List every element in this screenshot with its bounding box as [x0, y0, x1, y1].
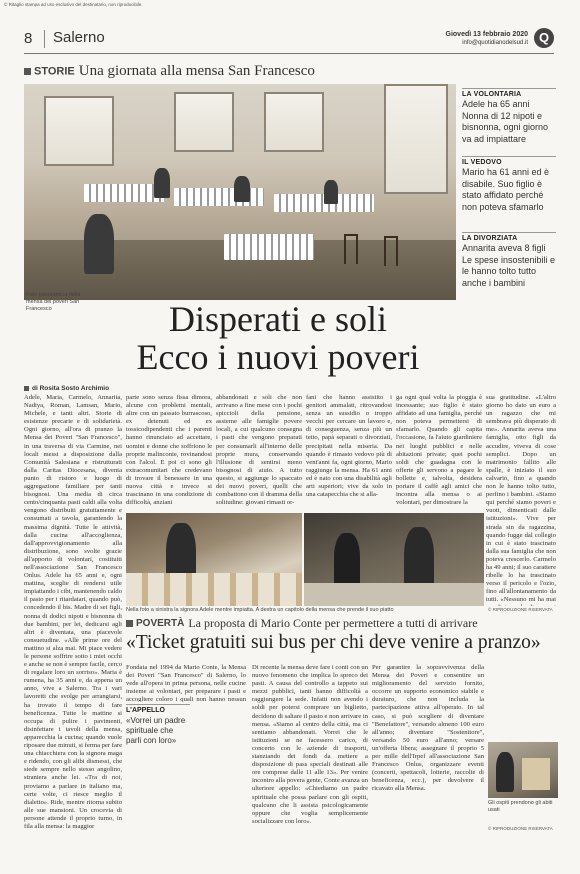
clothes-photo-caption: Gli ospiti prendono gli abiti usati [488, 800, 553, 813]
newspaper-logo-icon: Q [534, 28, 554, 48]
copyright-notice: © Ritaglio stampa ad uso esclusivo del destinatario, non riproducibile. [4, 2, 143, 7]
story-kicker [24, 62, 554, 78]
article-column-continued [194, 704, 248, 872]
square-bullet-icon [126, 620, 133, 627]
headline-line: Ecco i nuovi poveri [136, 337, 420, 377]
square-bullet-icon [24, 386, 29, 391]
sidebar-text: Annarita aveva 8 figli Le spese insostenibili e le hanno tolto tutto anche i bambini [462, 243, 556, 288]
article-column [126, 664, 246, 702]
sidebar-label: LA DIVORZIATA [462, 232, 556, 242]
window-shape [174, 92, 234, 152]
table-shape [224, 234, 314, 260]
article-paragraph: ga ogni qual volta la pioggia è incessante; suo figlio è stato affidato ad una famiglia, perché non poteva permettersi di sfamarlo. Quando gli capita l'occasione, fa l'aiuto giardiniere nei luoghi pubblici e nelle abitazioni private; quei pochi soldi che guadagna con le offerte gli servono a pagare le bollette e, talvolta, desidera portare il caffè agli amici che incontra alla mensa o ai volontari, per dimostrare la [396, 394, 482, 507]
sidebar-text: Adele ha 65 anni Nonna di 12 nipoti e bisnonna, ogni giorno va ad impiattare [462, 99, 549, 144]
page-number: 8 [24, 30, 33, 47]
volunteer-photo [126, 513, 302, 606]
canteen-photo [24, 84, 456, 300]
appeal-label: L'APPELLO [126, 704, 190, 714]
person-shape [154, 168, 170, 198]
article-column [372, 664, 484, 872]
kicker-label: STORIE [34, 65, 75, 78]
window-shape [264, 92, 324, 152]
clothes-photo [488, 742, 558, 798]
article-column [126, 394, 212, 510]
contact-email[interactable]: info@quotidianodelsud.it [462, 40, 528, 46]
article-paragraph: Per garantire la sopravvivenza della Mensa dei Poveri e consentire un miglioramento del servizio fornito, occorre un supporto economico stabile e duraturo, che non includa la partecipazione attiva all'operato. In tal caso, si può scegliere di diventare "Benefattore", versando almeno 100 euro all'anno; diventare "Sostenitore", versando 50 euro all'anno; versare un'offerta libera; assegnare il proprio 5 per mille dell'Irpef all'associazione San Francesco Onlus, organizzare eventi (concerti, spettacoli, lotterie, raccolte di beneficenza, ecc.), per devolvere il ricavato alla Mensa. [372, 664, 484, 793]
window-shape [384, 84, 448, 194]
article-column [216, 394, 302, 510]
story2-headline: «Ticket gratuiti sui bus per chi deve venire a pranzo» [126, 632, 541, 653]
window-shape [44, 96, 114, 166]
headline [100, 300, 456, 376]
byline [24, 385, 109, 392]
article-column [396, 394, 482, 510]
person-shape [234, 176, 250, 202]
article-paragraph: parte sono senza fissa dimora, alcune con problemi mentali, altre con un passato burrascoso, ex detenuti ed ex tossicodipendenti che i parenti hanno rinunciato ad accettare, uomini e donne che soffriono le proprie malinconie, rovinandosi con l'alcol. E poi ci sono gli extracomunitari che credevano di trovare il benessere in una nuova città e invece si trascinano in una condizione di difficoltà, anziani [126, 394, 212, 507]
sidebar-label: IL VEDOVO [462, 156, 556, 166]
article-paragraph: abbandonati e soli che non arrivano a fine mese con i pochi spiccioli della pensione, assieme alle famiglie povere locali, a cui qualcuno consegna i pasti che vengono preparati per consumarli all'interno delle proprie mura, conservando l'illusione di sentirsi meno bisognosi di aiuto. A tutto questo, si aggiunge lo spaccato dei nuovi poveri, quelli che combattono con il dramma della solitudine: giovani rimasti or- [216, 394, 302, 507]
guest-photo [304, 513, 484, 606]
appeal-box [126, 704, 190, 746]
chair-shape [384, 236, 398, 266]
issue-date: Giovedì 13 febbraio 2020 [445, 31, 528, 38]
copyright-credit: © RIPRODUZIONE RISERVATA [488, 826, 553, 831]
article-paragraph: Adele, Maria, Carmelo, Annarita, Nadiya, Roman, Lamsan, Mario, Michele, e tanti altri. Storie di esistenze precarie e di solidarietà. Ogni giorno, all'ora di pranzo la Mensa dei Poveri "San Francesco", in una traversa di via Carmine, nei locali messi a disposizione dalla Comunità Salesiana e ristrutturati dalla Caritas Diocesana, diventa punto di ristoro e luogo di aggregazione familiare per tanti bisognosi. Una media di circa cento/cinquanta pasti caldi alla volta vengono distribuiti gratuitamente e consumati a tavola, garantendo la massima dignità. Tutte le attività, dalla cucina all'accoglienza, dall'approvvigionamento alla distribuzione, sono svolte grazie all'apporto di volontari, costituiti nell'associazione San Francesco Onlus. Adele ha 65 anni e, ogni mattina, sceglie di rendersi utile impiattando i cibi, mantenendo caldo il pasto per i ritardatari, quando può, concedendo il bis. Madre di sei figli, nonna di dodici nipoti e bisnonna di due bambini, per lei, dedicarsi agli altri è diventata, una piacevole consuetudine. «Alle prime ore del mattino si alza mai. Mi piace vedere le persone soffrire sotto i miei occhi e anche se non è sempre facile, cerco di regalare loro un sorriso». Maria è rumena, ha 35 anni e, da appena un anno, vive a Salerno. Tra i vari lavoretti che svolge per arrangiarsi, ha trovato il tempo di fare beneficenza. Tutte le mattine si occupa di pulire i pavimenti, disinfettare i tavoli della mensa, apparecchia la cucina; quando vuole riposare due minuti, si ferma per fare una chiacchiera con la signora maga e ridendo, con gli alibi dismessi, che siede sempre nello stesso angolino, straniera anche lei. «Tra di noi, proviamo a parlare in italiano ma, certe volte, ci riesce meglio il dialetto». Ride, mentre ritorna subito alle sue mansioni. Un crocevia di persone attende il proprio turno, in fila alla mensa: la maggior [24, 394, 122, 830]
article-paragraph: Fondata nel 1994 da Mario Conte, la Mensa dei Poveri "San Francesco" di Salerno, lo vede all'opera in prima persona, nelle cucine insieme ai volontari, per preparare i pasti e accogliere coloro i quali non hanno nessun [126, 664, 246, 702]
headline-line: Disperati e soli [169, 299, 387, 339]
person-shape [324, 180, 338, 204]
photos-caption: Nella foto a sinistra la signora Adele mentre impiatta. A destra un capitolo della mensa che prende il suo piatto [126, 607, 394, 613]
sidebar-box-volunteer [462, 88, 556, 145]
article-paragraph: Di recente la mensa deve fare i conti con un nuovo fenomeno che implica lo spreco dei pasti. A causa del controllo a tappeto sui mezzi pubblici, tanti hanno difficoltà a raggiungere la sede. Infatti non avendo i soldi per potersi comprare un biglietto, decidono di saltare il pasto e non arrivare in mensa. «Siamo al centro della città, ma ci sentiamo abbandonati. Vorrei che le istituzioni se ne facessero carico, di concerto con le aziende di trasporti, stanziando dei fondi da mettere a disposizione di pass speciali destinati alle ore comprese dalle 11 alle 13». Per venire incontro alla povera gente, Conte avanza un ulteriore appello: «Chiediamo un padre spirituale che possa parlare con gli ospiti, qualcuno che li assista psicologicamente oppure che voglia semplicemente socializzare con loro». [252, 664, 368, 825]
kicker-title: Una giornata alla mensa San Francesco [78, 62, 315, 79]
table-shape [174, 188, 264, 206]
byline-text: di Rosita Sosto Archimio [32, 385, 110, 392]
article-column [24, 394, 122, 872]
article-paragraph: sua gratitudine. «L'altro giorno ho dato un euro a un ragazzo che mi sembrava più disperato di me». Annarita aveva una famiglia, otto figli da accudire, viveva di cose semplici. Dopo un matrimonio fallito alle spalle, è iniziato il suo calvario, fino a quando non le hanno tolto tutto, perfino i bambini. «Siamo qui perché siamo poveri e vuoti, dimenticati dalle istituzioni». Vive per strada sin da ragazzina, quando fugge dal collegio in cui è stato trascinato dalla sua famiglia che non poteva crescerlo. Carmelo ha 49 anni; il suo carattere ribelle lo ha trascinato verso il pericolo e l'ozio, fino all'allontanamento da tutti. «Nessuno mi ha mai [486, 394, 556, 604]
chair-shape [344, 234, 358, 264]
section-name: Salerno [44, 30, 105, 48]
kicker-title: La proposta di Mario Conte per permettere a tutti di arrivare [188, 615, 478, 630]
story2-kicker [126, 614, 556, 628]
square-bullet-icon [24, 68, 31, 75]
masthead [24, 28, 554, 54]
appeal-quote: «Vorrei un padre spirituale che parli con loro» [126, 716, 186, 745]
photo-caption: Foto panoramica della mensa dei poveri San Francesco [26, 292, 81, 312]
sidebar-label: LA VOLONTARIA [462, 88, 556, 98]
kicker-label: POVERTÀ [136, 617, 185, 629]
article-column [252, 664, 368, 872]
sidebar-box-divorcee [462, 232, 556, 289]
sidebar-text: Mario ha 61 anni ed è disabile. Suo figlio è stato affidato perché non poteva sfamarlo [462, 167, 550, 212]
article-paragraph: fani che hanno assistito i genitori ammalati, ritrovandosi senza un sussidio o troppo vecchi per cercare un lavoro e, di conseguenza, senza più un tetto, papà separati o divorziati, precipitati nella miseria. Da quando è rimasto vedovo più di vent'anni fa, ogni giorno, Mario raggiunge la mensa. Ha 61 anni ed è nato con una disabilità agli arti superiori; vive da solo in una catapecchia che si alla- [306, 394, 392, 499]
copyright-credit: © RIPRODUZIONE RISERVATA [488, 607, 553, 612]
sidebar-box-widower [462, 156, 556, 213]
person-shape [84, 214, 114, 274]
article-column [486, 394, 556, 606]
article-column [306, 394, 392, 510]
table-shape [84, 184, 164, 202]
